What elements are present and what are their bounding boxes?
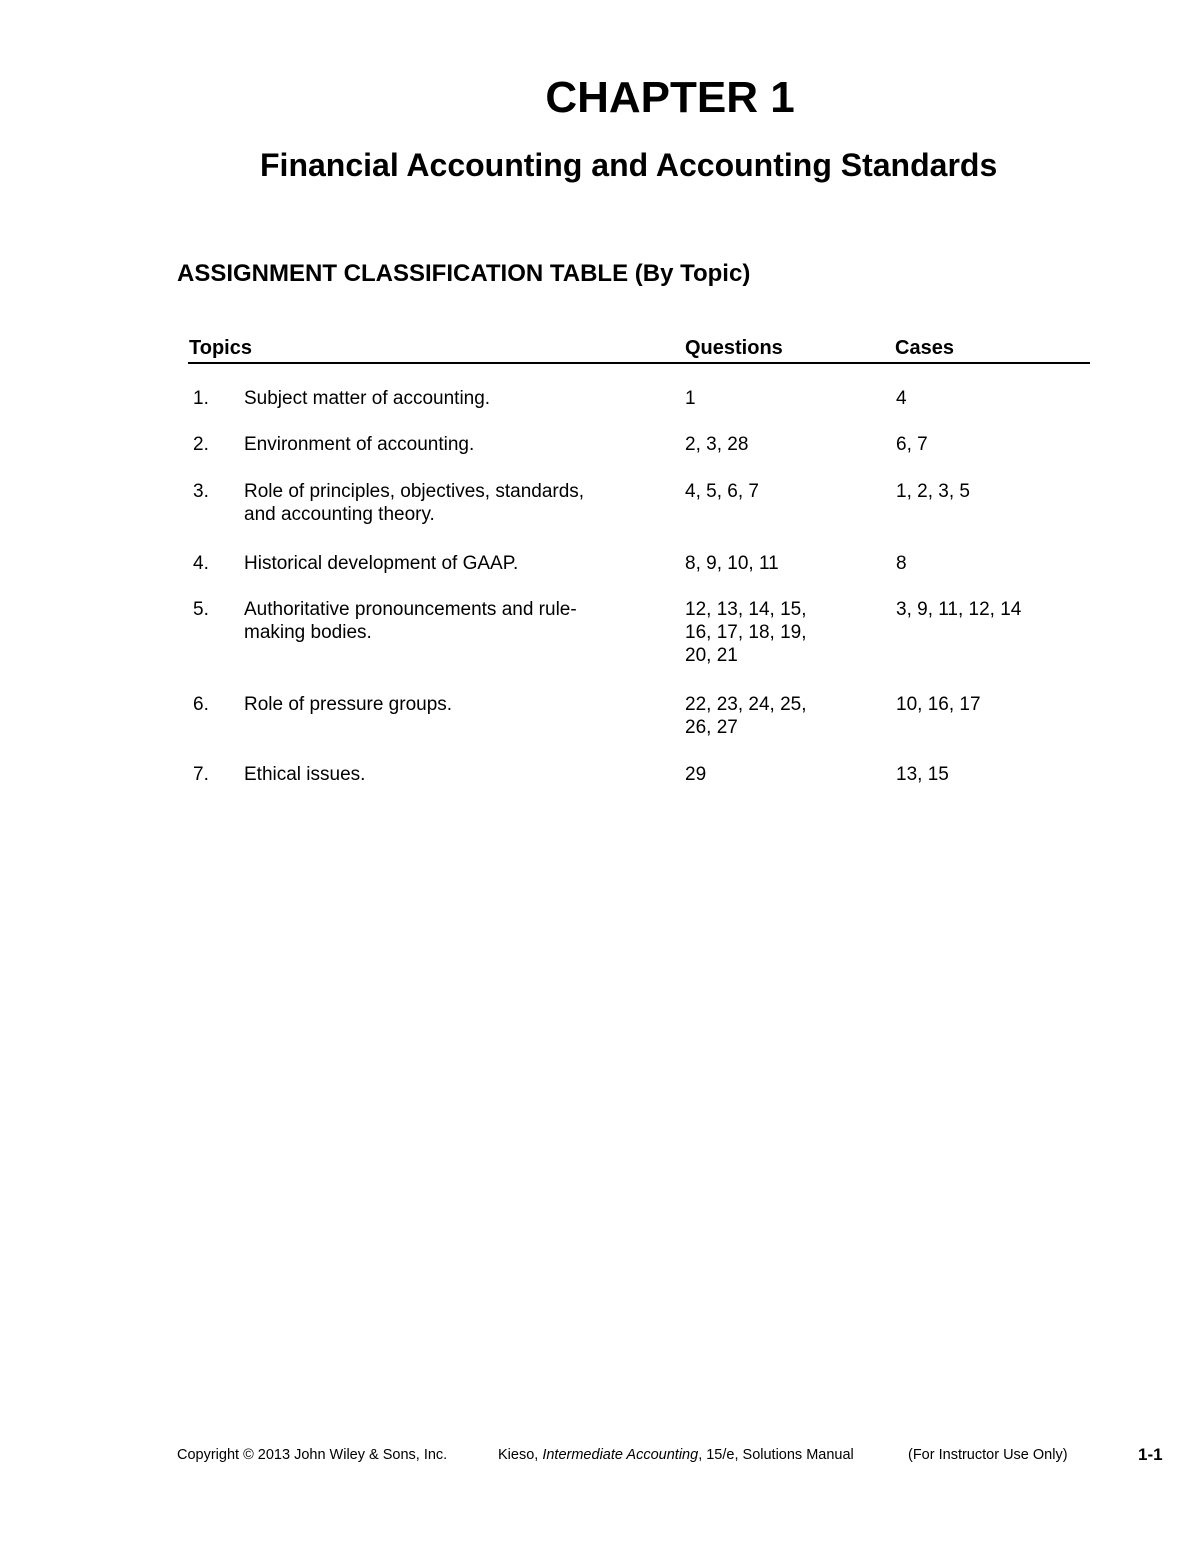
cases-cell-line: 8 <box>896 553 907 574</box>
questions-cell-line: 16, 17, 18, 19, <box>685 622 807 643</box>
questions-cell-line: 2, 3, 28 <box>685 434 749 455</box>
cases-cell-line: 6, 7 <box>896 434 928 455</box>
cases-cell-line: 3, 9, 11, 12, 14 <box>896 599 1022 620</box>
cases-cell <box>896 433 1096 456</box>
questions-cell-line: 12, 13, 14, 15, <box>685 599 807 620</box>
cases-cell <box>896 387 1096 410</box>
cases-cell <box>896 480 1096 503</box>
cases-cell <box>896 763 1096 786</box>
questions-cell-line: 20, 21 <box>685 645 738 666</box>
footer-author: Kieso, <box>498 1447 543 1463</box>
cases-cell <box>896 552 1096 575</box>
table-header <box>188 336 1090 364</box>
row-number: 3. <box>193 481 209 502</box>
topic-cell <box>244 763 634 786</box>
footer-book <box>498 1444 854 1466</box>
topic-cell-line: Ethical issues. <box>244 764 366 785</box>
footer-page-number: 1-1 <box>1138 1445 1163 1464</box>
cases-cell-line: 4 <box>896 388 907 409</box>
footer-book-suffix: , 15/e, Solutions Manual <box>698 1447 854 1463</box>
questions-cell-line: 29 <box>685 764 707 785</box>
section-heading: ASSIGNMENT CLASSIFICATION TABLE (By Topic) <box>177 260 751 287</box>
questions-cell <box>685 433 850 456</box>
topic-cell-line: making bodies. <box>244 622 372 643</box>
topic-cell-line: Authoritative pronouncements and rule- <box>244 599 577 620</box>
topic-cell <box>244 433 634 456</box>
topic-cell <box>244 387 634 410</box>
row-number: 2. <box>193 434 209 455</box>
footer-use-note: (For Instructor Use Only) <box>908 1447 1068 1463</box>
questions-cell <box>685 693 850 739</box>
footer-copyright: Copyright © 2013 John Wiley & Sons, Inc. <box>177 1447 448 1463</box>
topic-cell-line: Environment of accounting. <box>244 434 475 455</box>
questions-cell-line: 8, 9, 10, 11 <box>685 553 779 574</box>
page-footer <box>0 1444 1200 1468</box>
header-topics: Topics <box>189 337 252 359</box>
footer-book-title: Intermediate Accounting <box>542 1447 699 1463</box>
cases-cell-line: 13, 15 <box>896 764 949 785</box>
questions-cell <box>685 763 850 786</box>
questions-cell-line: 4, 5, 6, 7 <box>685 481 759 502</box>
row-number: 5. <box>193 599 209 620</box>
questions-cell <box>685 387 850 410</box>
topic-cell <box>244 480 634 526</box>
header-questions: Questions <box>685 337 783 359</box>
questions-cell-line: 26, 27 <box>685 717 738 738</box>
chapter-subtitle: Financial Accounting and Accounting Standards <box>260 147 998 183</box>
questions-cell <box>685 552 850 575</box>
row-number: 4. <box>193 553 209 574</box>
questions-cell <box>685 598 850 667</box>
cases-cell-line: 10, 16, 17 <box>896 694 981 715</box>
row-number: 6. <box>193 694 209 715</box>
topic-cell-line: Role of pressure groups. <box>244 694 453 715</box>
topic-cell-line: and accounting theory. <box>244 504 435 525</box>
topic-cell <box>244 693 634 716</box>
topic-cell-line: Historical development of GAAP. <box>244 553 519 574</box>
topic-cell-line: Role of principles, objectives, standards, <box>244 481 585 502</box>
questions-cell-line: 1 <box>685 388 696 409</box>
topic-cell <box>244 552 634 575</box>
cases-cell <box>896 693 1096 716</box>
chapter-title: CHAPTER 1 <box>545 73 795 122</box>
row-number: 7. <box>193 764 209 785</box>
row-number: 1. <box>193 388 209 409</box>
cases-cell-line: 1, 2, 3, 5 <box>896 481 970 502</box>
topic-cell <box>244 598 634 644</box>
cases-cell <box>896 598 1096 621</box>
questions-cell <box>685 480 850 503</box>
header-cases: Cases <box>895 337 954 359</box>
questions-cell-line: 22, 23, 24, 25, <box>685 694 807 715</box>
topic-cell-line: Subject matter of accounting. <box>244 388 491 409</box>
